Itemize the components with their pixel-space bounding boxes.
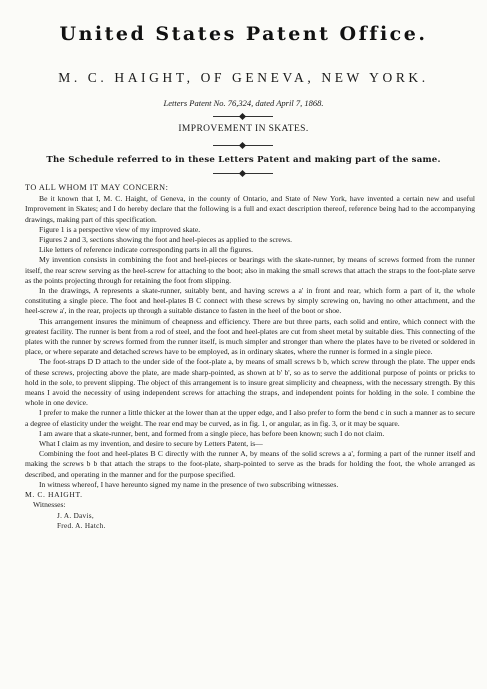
paragraph: What I claim as my invention, and desire to secure by Letters Patent, is— bbox=[39, 439, 263, 449]
patent-number: Letters Patent No. 76,324, dated April 7, 1868. bbox=[163, 98, 324, 108]
paragraph: My invention consists in combining the foot and heel-pieces or bearings with the skate-runner, by means of screws formed from the runner itself, the rear screw serving as the heel-screw for attaching to the boot; also in making the small screws that attach the straps to the foot-plate serve as the points projecting through for retaining the foot from slipping. bbox=[25, 255, 475, 285]
witness-name: J. A. Davis, bbox=[57, 511, 94, 520]
paragraph: In the drawings, A represents a skate-runner, suitably bent, and having screws a a' in front and rear, which form a part of it, the whole constituting a single piece. The foot and heel-plates B C connect with these screws by simply screwing on, having no other attachment, and the heel-screw a', in the rear, projects up through a suitable distance to fasten in the heel of the boot or shoe. bbox=[25, 286, 475, 316]
ornament-divider bbox=[213, 143, 273, 149]
paragraph: This arrangement insures the minimum of cheapness and efficiency. There are but three parts, each solid and entire, which connect with the greatest facility. The runner is bent from a rod of steel, and the foot and heel-plates are cut from sheet metal by suitable dies. This connecting of the plates with the runner by screws formed from the runner itself, is much simpler and stronger than where the plates have to be riveted or soldered in place, or where separate and detached screws have to be employed, as in ordinary skates, where the runner is formed in a single piece. bbox=[25, 316, 475, 357]
paragraph: Like letters of reference indicate corresponding parts in all the figures. bbox=[39, 245, 254, 255]
paragraph: Combining the foot and heel-plates B C directly with the runner A, by means of the solid screws a a', forming a part of the runner itself and making the screws b b that attach the straps to the foot-plate, sharp-pointed to serve as the brads for holding the foot, the whole arranged as described, and operating in the manner and for the purpose specified. bbox=[25, 449, 475, 479]
witness-name: Fred. A. Hatch. bbox=[57, 521, 106, 530]
paragraph: The foot-straps D D attach to the under side of the foot-plate a, by means of small screws b b, which screw through the plate. The upper ends of these screws, projecting above the plate, are made sharp-pointed, as shown at b' b', so as to serve the additional purpose of points or pricks to hold in the sole, to prevent slipping. The object of this arrangement is to insure great simplicity and cheapness, with the necessary strength. By this means I avoid the necessity of using independent screws for attaching the straps, and independent points for holding in the sole. I combine the whole in one device. bbox=[25, 357, 475, 408]
paragraph: Be it known that I, M. C. Haight, of Geneva, in the county of Ontario, and State of New York, have invented a certain new and useful Improvement in Skates; and I do hereby declare that the following is a full and exact description thereof, reference being had to the accompanying drawings, making part of this specification. bbox=[25, 194, 475, 224]
signature: M. C. HAIGHT. bbox=[25, 490, 83, 500]
paragraph: Figure 1 is a perspective view of my improved skate. bbox=[39, 224, 201, 234]
patent-subject: IMPROVEMENT IN SKATES. bbox=[178, 124, 309, 134]
paragraph: I prefer to make the runner a little thicker at the lower than at the upper edge, and I also prefer to form the bend c in such a manner as to secure a degree of elasticity under the weight. The rear end may be curved, as in fig. 1, or angular, as in fig. 3, or it may be square. bbox=[25, 408, 475, 428]
schedule-line: The Schedule referred to in these Letters Patent and making part of the same. bbox=[46, 155, 441, 165]
salutation: TO ALL WHOM IT MAY CONCERN: bbox=[25, 183, 169, 192]
office-heading: United States Patent Office. bbox=[59, 23, 428, 45]
specification-body bbox=[25, 183, 475, 531]
paragraph: I am aware that a skate-runner, bent, and formed from a single piece, has before been known; such I do not claim. bbox=[39, 428, 385, 438]
ornament-divider bbox=[213, 114, 273, 120]
witnesses-label: Witnesses: bbox=[33, 500, 66, 510]
paragraph: In witness whereof, I have hereunto signed my name in the presence of two subscribing witnesses. bbox=[39, 479, 339, 489]
patentee-line: M. C. HAIGHT, OF GENEVA, NEW YORK. bbox=[58, 70, 429, 85]
paragraph: Figures 2 and 3, sections showing the foot and heel-pieces as applied to the screws. bbox=[39, 235, 293, 245]
ornament-divider bbox=[213, 171, 273, 177]
